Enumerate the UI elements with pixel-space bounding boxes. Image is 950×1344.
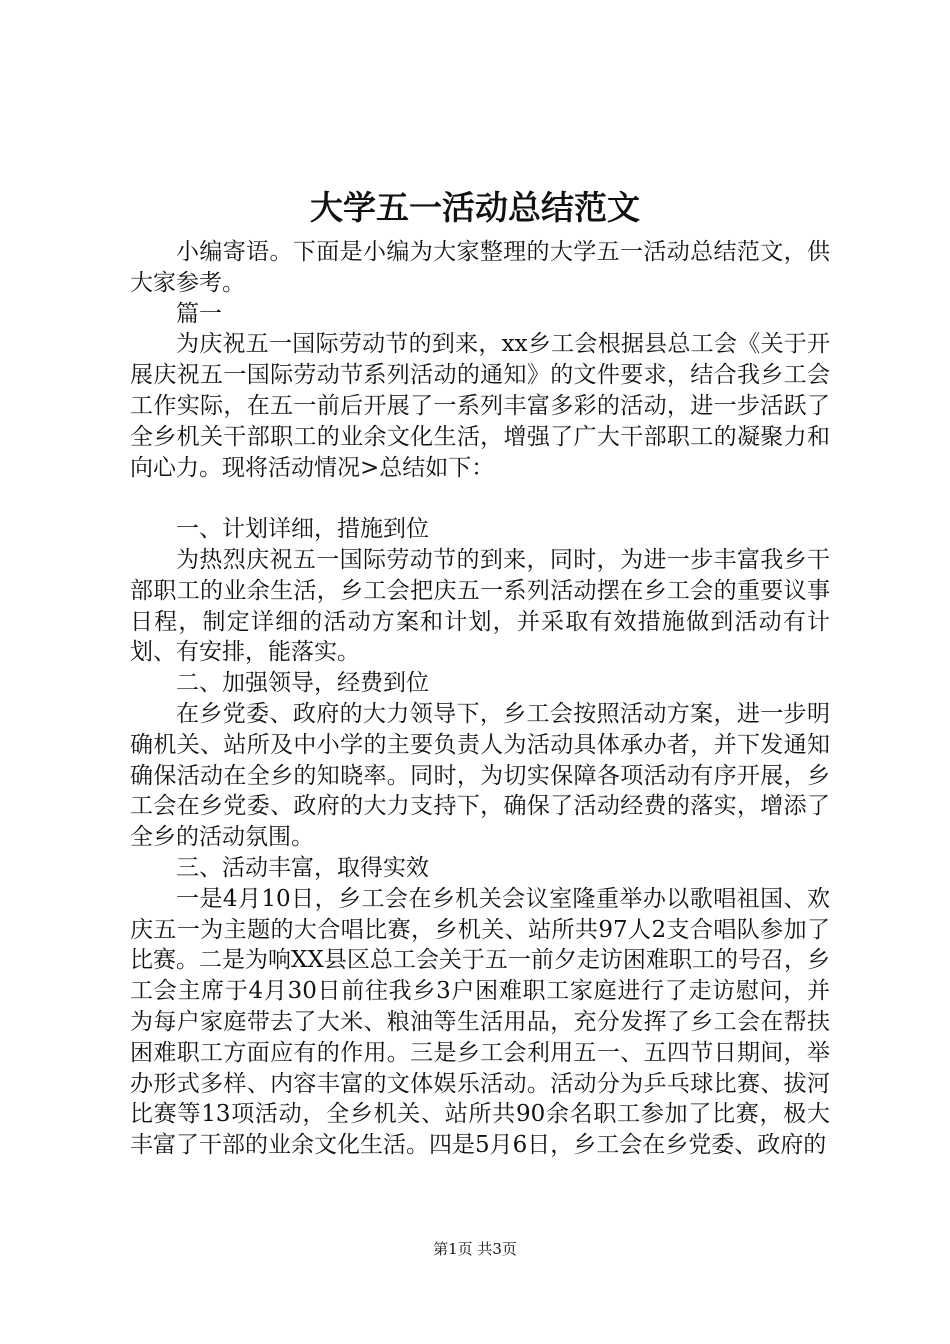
- paragraph-leadership: 在乡党委、政府的大力领导下，乡工会按照活动方案，进一步明确机关、站所及中小学的主要负责人为活动具体承办者，并下发通知确保活动在全乡的知晓率。同时，为切实保障各项活动有序开展，乡工会在乡党委、政府的大力支持下，确保了活动经费的落实，增添了全乡的活动氛围。: [130, 700, 830, 851]
- paragraph-intro: 小编寄语。下面是小编为大家整理的大学五一活动总结范文，供大家参考。: [130, 239, 830, 296]
- document-body: [130, 237, 830, 1161]
- section-label-part-one: 篇一: [176, 300, 222, 327]
- paragraph-overview: 为庆祝五一国际劳动节的到来，xx乡工会根据县总工会《关于开展庆祝五一国际劳动节系列活动的通知》的文件要求，结合我乡工会工作实际，在五一前后开展了一系列丰富多彩的活动，进一步活跃了全乡机关干部职工的业余文化生活，增强了广大干部职工的凝聚力和向心力。现将活动情况>总结如下：: [130, 331, 830, 481]
- heading-activities: 三、活动丰富，取得实效: [176, 854, 429, 881]
- heading-leadership: 二、加强领导，经费到位: [176, 670, 429, 697]
- paragraph-activities: 一是4月10日，乡工会在乡机关会议室隆重举办以歌唱祖国、欢庆五一为主题的大合唱比赛，乡机关、站所共97人2支合唱队参加了比赛。二是为响XX县区总工会关于五一前夕走访困难职工的号召，乡工会主席于4月30日前往我乡3户困难职工家庭进行了走访慰问，并为每户家庭带去了大米、粮油等生活用品，充分发挥了乡工会在帮扶困难职工方面应有的作用。三是乡工会利用五一、五四节日期间，举办形式多样、内容丰富的文体娱乐活动。活动分为乒乓球比赛、拔河比赛等13项活动，全乡机关、站所共90余名职工参加了比赛，极大丰富了干部的业余文化生活。四是5月6日，乡工会在乡党委、政府的: [130, 885, 830, 1159]
- paragraph-plan: 为热烈庆祝五一国际劳动节的到来，同时，为进一步丰富我乡干部职工的业余生活，乡工会把庆五一系列活动摆在乡工会的重要议事日程，制定详细的活动方案和计划，并采取有效措施做到活动有计划、有安排，能落实。: [130, 546, 830, 666]
- document-title: 大学五一活动总结范文: [310, 188, 640, 227]
- page-number: 第1页 共3页: [433, 1240, 517, 1258]
- heading-plan: 一、计划详细，措施到位: [176, 516, 429, 543]
